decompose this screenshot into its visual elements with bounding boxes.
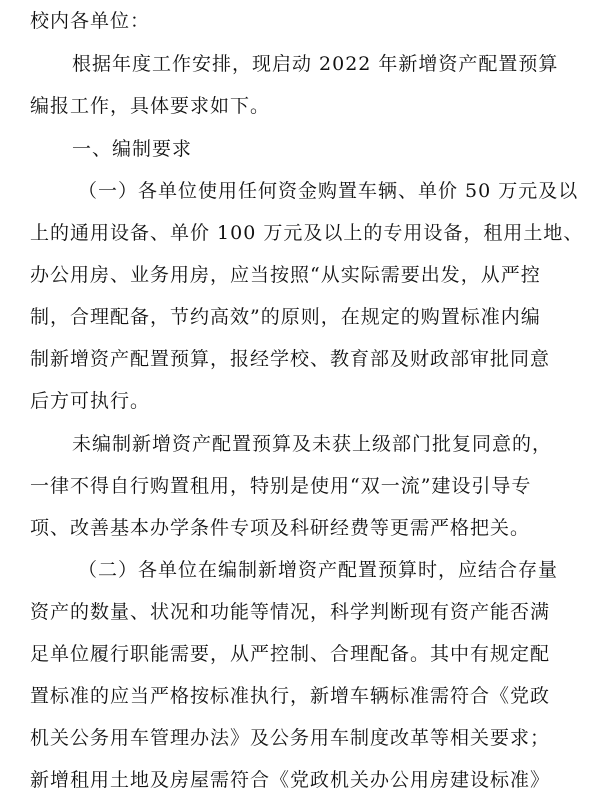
item1-line-6: 后方可执行。 bbox=[30, 390, 151, 412]
item2-line-2: 资产的数量、状况和功能等情况，科学判断现有资产能否满 bbox=[30, 601, 551, 623]
item1-note-line-3: 项、改善基本办学条件专项及科研经费等更需严格把关。 bbox=[30, 517, 531, 539]
item1-note-line-2: 一律不得自行购置租用，特别是使用“双一流”建设引导专 bbox=[30, 475, 532, 497]
item2-line-6: 新增租用土地及房屋需符合《党政机关办公用房建设标准》 bbox=[30, 769, 551, 791]
item1-line-1: （一）各单位使用任何资金购置车辆、单价 50 万元及以 bbox=[78, 180, 579, 202]
item1-line-4: 制，合理配备，节约高效”的原则，在规定的购置标准内编 bbox=[30, 306, 541, 328]
item1-line-5: 制新增资产配置预算，报经学校、教育部及财政部审批同意 bbox=[30, 348, 551, 370]
section-heading-1: 一、编制要求 bbox=[72, 138, 193, 160]
item1-line-2: 上的通用设备、单价 100 万元及以上的专用设备，租用土地、 bbox=[30, 222, 584, 244]
item2-line-4: 置标准的应当严格按标准执行，新增车辆标准需符合《党政 bbox=[30, 685, 551, 707]
item1-note-line-1: 未编制新增资产配置预算及未获上级部门批复同意的， bbox=[72, 433, 553, 455]
item2-line-5: 机关公务用车管理办法》及公务用车制度改革等相关要求； bbox=[30, 727, 551, 749]
salutation: 校内各单位： bbox=[30, 10, 151, 32]
item1-line-3: 办公用房、业务用房，应当按照“从实际需要出发，从严控 bbox=[30, 264, 541, 286]
intro-line-2: 编报工作，具体要求如下。 bbox=[30, 95, 271, 117]
intro-line-1: 根据年度工作安排，现启动 2022 年新增资产配置预算 bbox=[72, 53, 559, 75]
item2-line-3: 足单位履行职能需要，从严控制、合理配备。其中有规定配 bbox=[30, 643, 551, 665]
item2-line-1: （二）各单位在编制新增资产配置预算时，应结合存量 bbox=[78, 559, 559, 581]
